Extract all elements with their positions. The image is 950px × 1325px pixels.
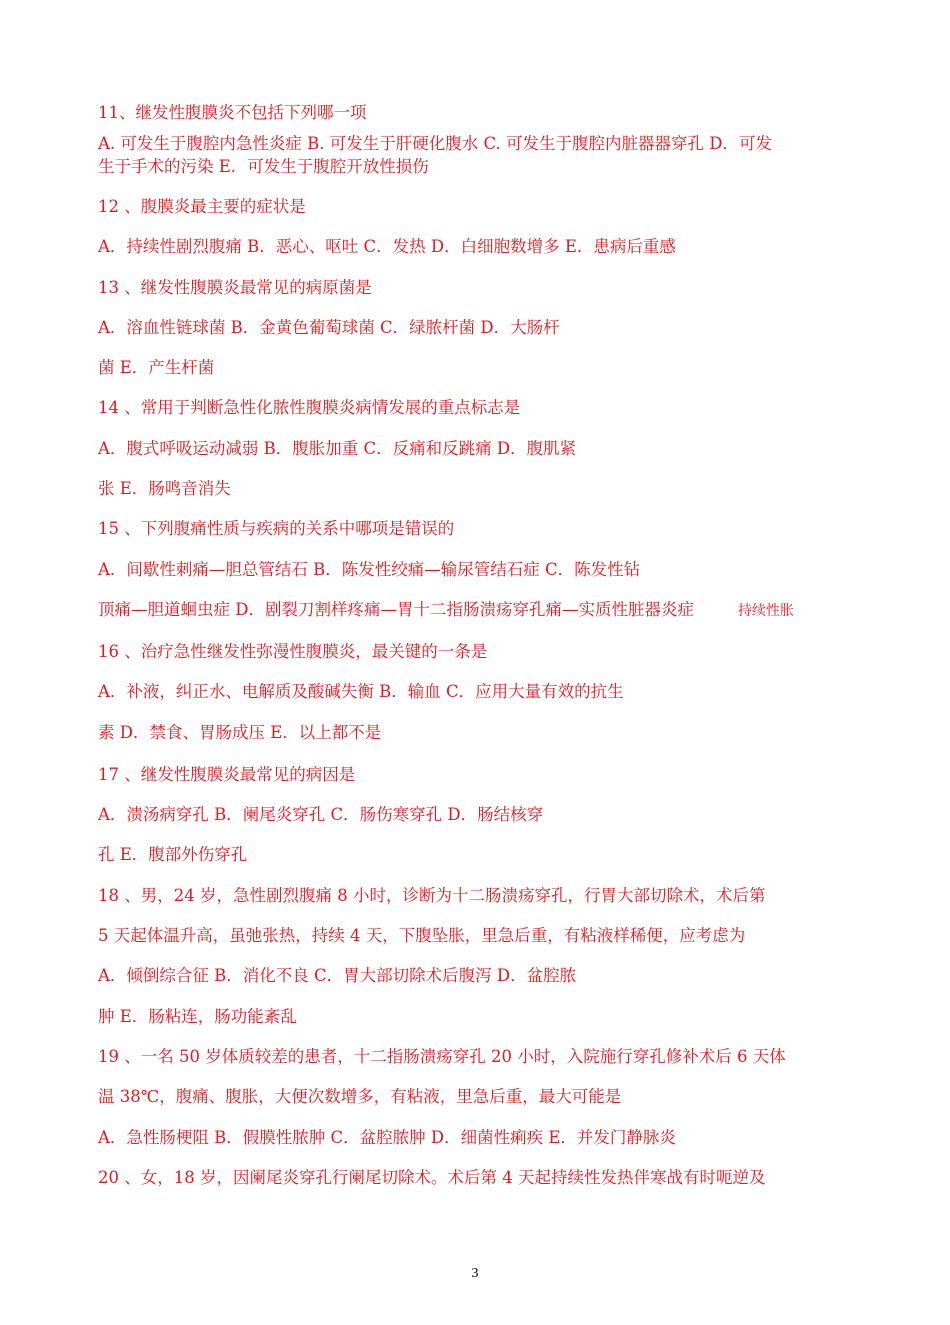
question-12-stem: 12 、腹膜炎最主要的症状是	[98, 197, 306, 216]
question-13-options-line-1: A．溶血性链球菌 B．金黄色葡萄球菌 C．绿脓杆菌 D．大肠杆	[98, 318, 560, 337]
overlapping-text-fragment: 持续性胀	[738, 603, 794, 619]
question-20-stem: 20 、女，18 岁，因阑尾炎穿孔行阑尾切除术。术后第 4 天起持续性发热伴寒战有时呃逆及	[98, 1168, 766, 1187]
question-19-stem-line-2: 温 38℃，腹痛、腹胀，大便次数增多，有粘液，里急后重，最大可能是	[98, 1087, 622, 1106]
question-14-options-line-1: A．腹式呼吸运动减弱 B．腹胀加重 C．反痛和反跳痛 D．腹肌紧	[98, 439, 577, 458]
question-15-options-line-2: 顶痛—胆道蛔虫症 D．剧裂刀割样疼痛—胃十二指肠溃疡穿孔痛—实质性脏器炎症	[98, 600, 694, 619]
question-11-options-line-1: A. 可发生于腹腔内急性炎症 B. 可发生于肝硬化腹水 C. 可发生于腹腔内脏器器穿孔 D．可发	[98, 134, 773, 153]
question-18-options-line-2: 肿 E．肠粘连，肠功能紊乱	[98, 1007, 297, 1026]
question-18-stem-line-2: 5 天起体温升高，虽弛张热，持续 4 天，下腹坠胀，里急后重，有粘液样稀便，应考虑为	[98, 926, 746, 945]
question-11-options-line-2: 生于手术的污染 E．可发生于腹腔开放性损伤	[98, 157, 429, 176]
question-18-stem-line-1: 18 、男，24 岁，急性剧烈腹痛 8 小时，诊断为十二肠溃疡穿孔，行胃大部切除术，术后第	[98, 886, 766, 905]
question-14-options-line-2: 张 E．肠鸣音消失	[98, 479, 231, 498]
question-17-options-line-2: 孔 E．腹部外伤穿孔	[98, 845, 248, 864]
question-15-stem: 15 、下列腹痛性质与疾病的关系中哪项是错误的	[98, 519, 455, 538]
question-12-options: A．持续性剧烈腹痛 B．恶心、呕吐 C．发热 D．白细胞数增多 E．患病后重感	[98, 237, 676, 256]
question-13-options-line-2: 菌 E．产生杆菌	[98, 358, 215, 377]
question-13-stem: 13 、继发性腹膜炎最常见的病原菌是	[98, 278, 372, 297]
question-17-options-line-1: A．溃汤病穿孔 B．阑尾炎穿孔 C．肠伤寒穿孔 D．肠结核穿	[98, 805, 544, 824]
question-16-stem: 16 、治疗急性继发性弥漫性腹膜炎，最关键的一条是	[98, 642, 488, 661]
question-16-options-line-1: A．补液，纠正水、电解质及酸碱失衡 B．输血 C．应用大量有效的抗生	[98, 682, 624, 701]
question-17-stem: 17 、继发性腹膜炎最常见的病因是	[98, 765, 356, 784]
question-16-options-line-2: 素 D．禁食、胃肠成压 E．以上都不是	[98, 723, 382, 742]
question-14-stem: 14 、常用于判断急性化脓性腹膜炎病情发展的重点标志是	[98, 398, 521, 417]
question-18-options-line-1: A．倾倒综合征 B．消化不良 C．胃大部切除术后腹泻 D．盆腔脓	[98, 966, 577, 985]
question-19-stem-line-1: 19 、一名 50 岁体质较差的患者，十二指肠溃疡穿孔 20 小时，入院施行穿孔修补术后 6 天体	[98, 1047, 786, 1066]
question-15-options-line-1: A．间歇性刺痛—胆总管结石 B．陈发性绞痛—输尿管结石症 C．陈发性钻	[98, 560, 641, 579]
question-11-stem: 11、继发性腹膜炎不包括下列哪一项	[98, 103, 367, 122]
question-19-options: A．急性肠梗阻 B．假膜性脓肿 C．盆腔脓肿 D．细菌性痢疾 E．并发门静脉炎	[98, 1128, 676, 1147]
page-number: 3	[471, 1266, 479, 1281]
